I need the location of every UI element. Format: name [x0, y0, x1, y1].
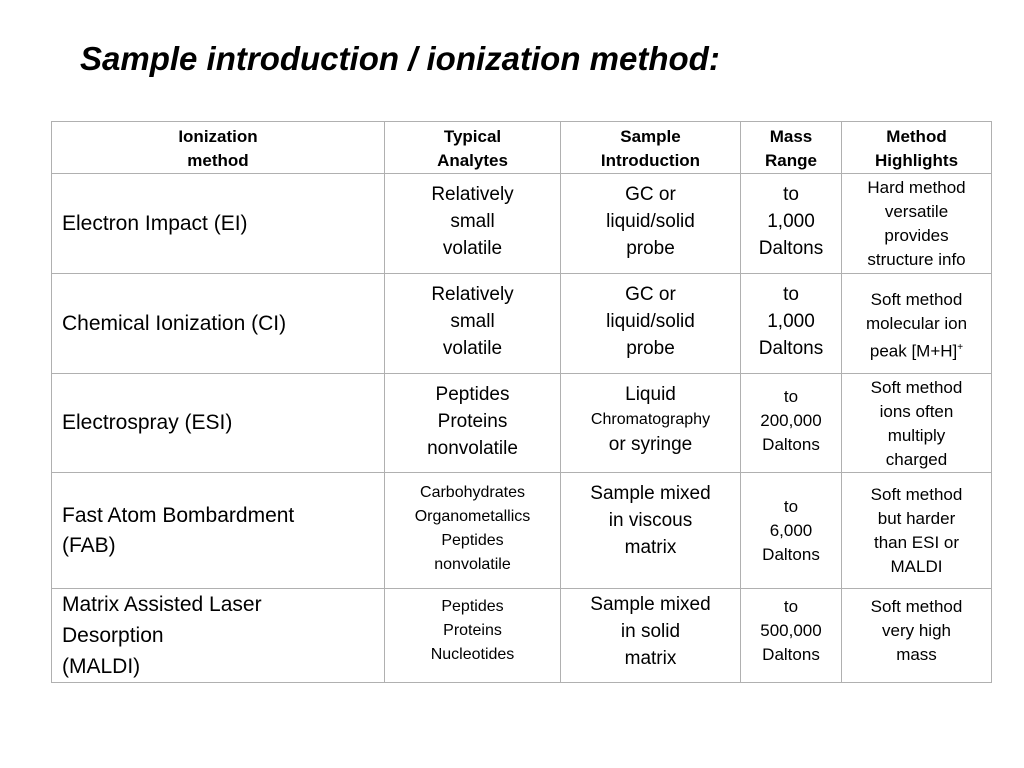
highlights-cell: Soft method ions often multiply charged: [842, 374, 992, 473]
table-row: [52, 589, 992, 683]
header-mass-range: Mass Range: [741, 122, 842, 174]
analytes-cell: Relatively small volatile: [385, 174, 561, 274]
method-cell: Matrix Assisted Laser Desorption (MALDI): [52, 589, 385, 683]
analytes-cell: Carbohydrates Organometallics Peptides nonvolatile: [385, 473, 561, 589]
mass-range-cell: to 1,000 Daltons: [741, 174, 842, 274]
introduction-cell: Sample mixed in viscous matrix: [561, 473, 741, 589]
analytes-cell: Peptides Proteins nonvolatile: [385, 374, 561, 473]
introduction-cell: Sample mixed in solid matrix: [561, 589, 741, 683]
header-ionization-method: Ionization method: [52, 122, 385, 174]
mass-range-cell: to 6,000 Daltons: [741, 473, 842, 589]
superscript-plus: +: [957, 342, 964, 353]
ionization-methods-table: [51, 121, 992, 683]
method-cell: Electrospray (ESI): [52, 374, 385, 473]
table-header-row: [52, 122, 992, 174]
mass-range-cell: to 200,000 Daltons: [741, 374, 842, 473]
introduction-cell: Liquid Chromatography or syringe: [561, 374, 741, 473]
page-title: Sample introduction / ionization method:: [80, 40, 720, 77]
highlights-cell: Soft method very high mass: [842, 589, 992, 683]
highlights-cell: Soft method molecular ion peak [M+H]+: [842, 274, 992, 374]
table-row: [52, 473, 992, 589]
analytes-cell: Peptides Proteins Nucleotides: [385, 589, 561, 683]
table-row: [52, 274, 992, 374]
method-cell: Electron Impact (EI): [52, 174, 385, 274]
mass-range-cell: to 1,000 Daltons: [741, 274, 842, 374]
header-typical-analytes: Typical Analytes: [385, 122, 561, 174]
table-row: [52, 374, 992, 473]
method-cell: Fast Atom Bombardment (FAB): [52, 473, 385, 589]
table-row: [52, 174, 992, 274]
highlights-cell: Soft method but harder than ESI or MALDI: [842, 473, 992, 589]
method-cell: Chemical Ionization (CI): [52, 274, 385, 374]
introduction-cell: GC or liquid/solid probe: [561, 174, 741, 274]
introduction-cell: GC or liquid/solid probe: [561, 274, 741, 374]
mass-range-cell: to 500,000 Daltons: [741, 589, 842, 683]
analytes-cell: Relatively small volatile: [385, 274, 561, 374]
header-method-highlights: Method Highlights: [842, 122, 992, 174]
header-sample-introduction: Sample Introduction: [561, 122, 741, 174]
highlights-cell: Hard method versatile provides structure info: [842, 174, 992, 274]
